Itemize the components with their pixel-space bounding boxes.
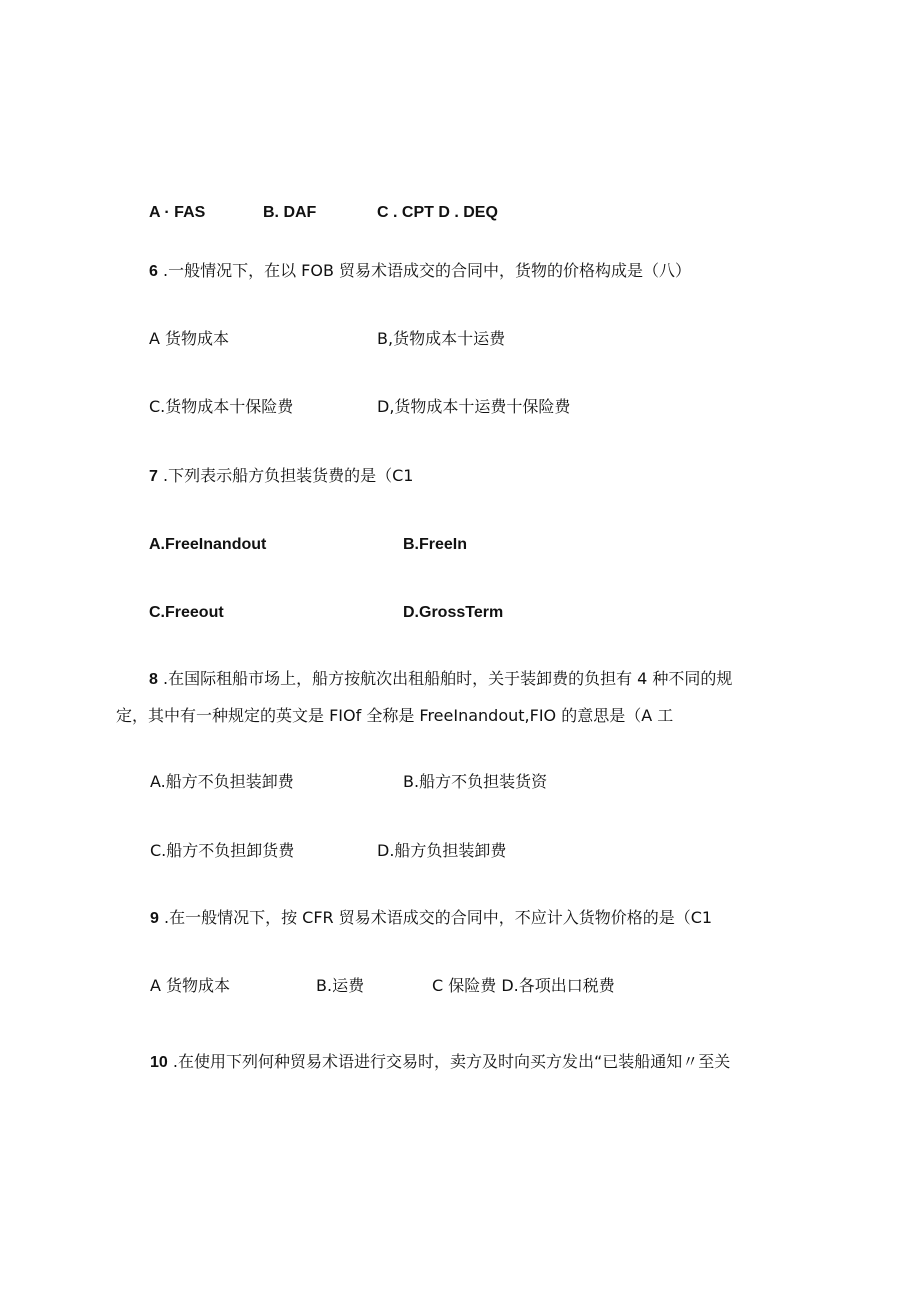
q9-stem-text: .在一般情况下，按 CFR 贸易术语成交的合同中，不应计入货物价格的是（C1 [158,908,713,927]
q6-stem [149,261,691,282]
q7-options-row-1 [0,535,920,555]
q5-options-row [0,203,920,223]
q5-option-cd: C . CPT D . DEQ [377,204,498,221]
q7-option-b: B.FreeIn [403,536,468,553]
q7-number: 7 [149,468,158,485]
q6-option-a: A 货物成本 [149,329,230,348]
q8-stem-text-2: 定，其中有一种规定的英文是 FIOf 全称是 FreeInandout,FIO 的意思是（A 工 [116,706,674,725]
q7-option-a: A.FreeInandout [149,536,267,553]
q6-number: 6 [149,263,158,280]
q6-options-row-2 [0,397,920,417]
q7-options-row-2 [0,603,920,623]
q9-number: 9 [150,910,159,927]
q7-option-c: C.Freeout [149,604,224,621]
q6-options-row-1 [0,329,920,349]
q10-stem [150,1052,730,1073]
q6-option-d: D,货物成本十运费十保险费 [377,397,571,416]
q8-option-b: B.船方不负担装货资 [403,772,548,791]
q7-stem-text: .下列表示船方负担装货费的是（C1 [157,466,414,485]
q10-number: 10 [150,1054,168,1071]
q9-stem [150,908,712,929]
q6-option-b: B,货物成本十运费 [377,329,506,348]
q8-options-row-1 [0,772,920,792]
q8-option-a: A.船方不负担装卸费 [150,772,294,791]
q8-stem-line-2 [116,706,673,726]
q8-option-c: C.船方不负担卸货费 [150,841,295,860]
q9-option-b: B.运费 [316,976,365,995]
q8-number: 8 [149,671,158,688]
q9-option-cd: C 保险费 D.各项出口税费 [432,976,615,995]
q8-options-row-2 [0,841,920,861]
q6-option-c: C.货物成本十保险费 [149,397,294,416]
q9-option-a: A 货物成本 [150,976,231,995]
q7-stem [149,466,413,487]
q6-stem-text: .一般情况下，在以 FOB 贸易术语成交的合同中，货物的价格构成是（八） [157,261,692,280]
q8-stem-line-1 [149,669,732,690]
q9-options-row [0,976,920,996]
q8-stem-text-1: .在国际租船市场上，船方按航次出租船舶时，关于装卸费的负担有 4 种不同的规 [157,669,733,688]
q8-option-d: D.船方负担装卸费 [377,841,507,860]
q5-option-a: A · FAS [149,204,206,221]
q5-option-b: B. DAF [263,204,317,221]
q7-option-d: D.GrossTerm [403,604,504,621]
q10-stem-text: .在使用下列何种贸易术语进行交易时，卖方及时向买方发出“已装船通知〃至关 [167,1052,731,1071]
